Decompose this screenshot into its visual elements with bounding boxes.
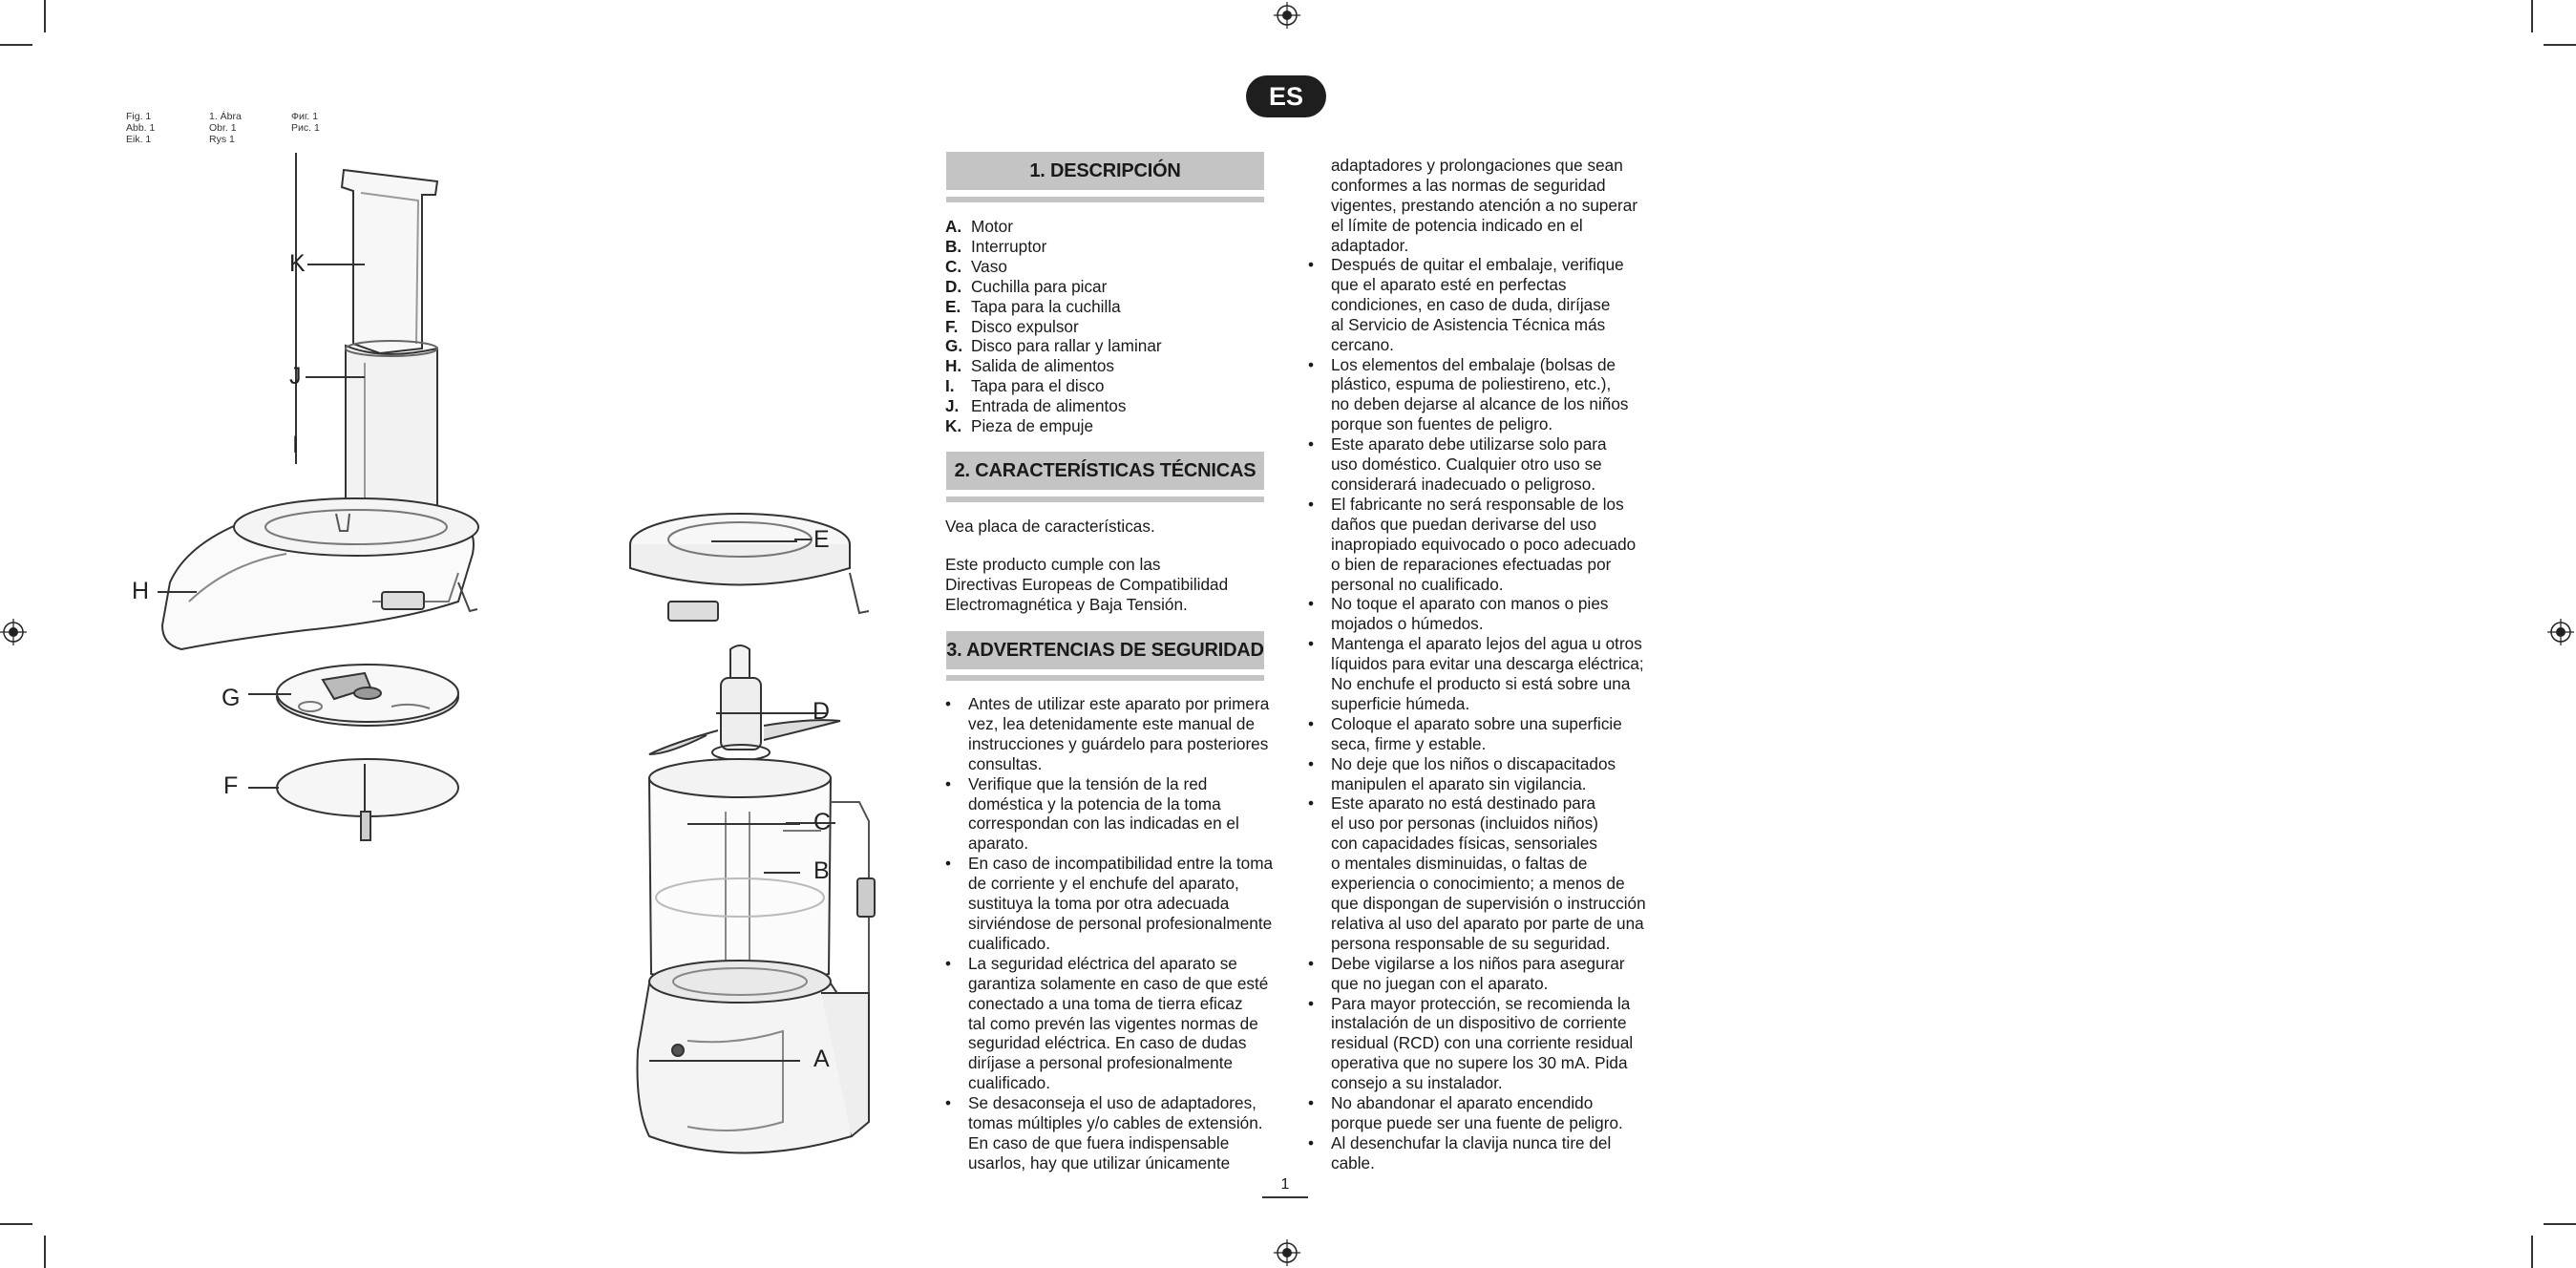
description-item <box>945 237 1162 257</box>
section-rule <box>946 197 1264 202</box>
bullet-line: conectado a una toma de tierra eficaz <box>968 993 1243 1013</box>
part-label-i: I <box>292 432 299 458</box>
bullet-line: que dispongan de supervisión o instrucción <box>1331 894 1646 913</box>
bullet-line: al Servicio de Asistencia Técnica más <box>1331 314 1606 334</box>
description-item-key: G. <box>945 336 963 356</box>
leader-line <box>716 712 800 714</box>
crop-mark <box>44 1236 46 1268</box>
safety-bullet <box>1308 634 1646 714</box>
description-item-label: Interruptor <box>971 236 1047 256</box>
bullet-line: Mantenga el aparato lejos del agua u otros <box>1331 634 1642 654</box>
bullet-dot: • <box>945 953 952 973</box>
description-list <box>945 217 1162 436</box>
bullet-line: Se desaconseja el uso de adaptadores, <box>968 1093 1256 1113</box>
description-item <box>945 277 1162 297</box>
bullet-line: No deje que los niños o discapacitados <box>1331 753 1616 773</box>
bullet-line: seguridad eléctrica. En caso de dudas <box>968 1033 1247 1053</box>
safety-bullet <box>945 1093 1273 1173</box>
leader-line <box>764 872 800 874</box>
fig-label: Abb. 1 <box>126 122 156 134</box>
fig-label-col3 <box>291 111 320 134</box>
crop-mark <box>2544 1223 2576 1225</box>
bullet-line: porque son fuentes de peligro. <box>1331 414 1553 434</box>
safety-bullet <box>1308 355 1646 435</box>
description-item <box>945 257 1162 277</box>
fig-label: Фиг. 1 <box>291 111 319 122</box>
technical-para-1: Vea placa de características. <box>945 517 1155 536</box>
bullet-dot: • <box>1308 953 1315 973</box>
bullet-line: vigentes, prestando atención a no superar <box>1331 195 1638 215</box>
part-label-j: J <box>289 363 302 390</box>
safety-bullets-col2 <box>1308 255 1646 1173</box>
fig-label: Rys 1 <box>209 134 235 145</box>
bullet-line: personal no cualificado. <box>1331 574 1504 594</box>
description-item <box>945 317 1162 337</box>
bullet-line: doméstica y la potencia de la toma <box>968 793 1221 814</box>
leader-line <box>711 540 797 542</box>
description-item-label: Disco expulsor <box>971 316 1079 336</box>
bullet-line: garantiza solamente en caso de que esté <box>968 973 1269 993</box>
safety-bullet <box>1308 714 1646 754</box>
description-item <box>945 396 1162 416</box>
registration-mark-top-icon <box>1274 2 1300 29</box>
bullet-line: Este aparato no está destinado para <box>1331 793 1596 814</box>
fig-label: Fig. 1 <box>126 111 152 122</box>
fig-label: Eik. 1 <box>126 134 152 145</box>
bullet-line: No toque el aparato con manos o pies <box>1331 594 1609 614</box>
part-label-k: K <box>289 250 306 277</box>
bullet-line: o bien de reparaciones efectuadas por <box>1331 554 1612 574</box>
registration-mark-bottom-icon <box>1274 1239 1300 1266</box>
bullet-line: que el aparato esté en perfectas <box>1331 274 1567 294</box>
bullet-line: Antes de utilizar este aparato por primera <box>968 694 1270 713</box>
bullet-dot: • <box>1308 434 1315 454</box>
crop-mark <box>2531 1236 2533 1268</box>
fig-label-col1 <box>126 111 155 145</box>
bullet-line: cualificado. <box>968 933 1050 953</box>
safety-bullet <box>1308 793 1646 953</box>
safety-bullet <box>1308 954 1646 994</box>
crop-mark <box>0 1223 32 1225</box>
safety-bullets-col1 <box>945 694 1273 1173</box>
description-item-label: Tapa para el disco <box>971 376 1105 396</box>
part-label-b: B <box>813 857 830 884</box>
bullet-dot: • <box>1308 793 1315 814</box>
bullet-line: No abandonar el aparato encendido <box>1331 1093 1594 1113</box>
bullet-dot: • <box>1308 494 1315 514</box>
bullet-line: o mentales disminuidas, o faltas de <box>1331 854 1588 874</box>
bullet-line: instalación de un dispositivo de corriente <box>1331 1013 1627 1033</box>
description-item-key: K. <box>945 416 962 436</box>
description-item-label: Pieza de empuje <box>971 416 1094 436</box>
bullet-line: experiencia o conocimiento; a menos de <box>1331 874 1625 894</box>
description-item-key: F. <box>945 316 959 336</box>
safety-bullet <box>945 694 1273 774</box>
page-number: 1 <box>1280 1176 1290 1193</box>
bullet-line: usarlos, hay que utilizar únicamente <box>968 1152 1231 1173</box>
safety-bullet <box>1308 594 1646 634</box>
description-item-key: C. <box>945 256 962 276</box>
bullet-dot: • <box>1308 713 1315 733</box>
safety-bullet <box>945 854 1273 954</box>
bullet-line: Los elementos del embalaje (bolsas de <box>1331 354 1616 374</box>
description-item <box>945 376 1162 396</box>
section-title-descripcion: 1. DESCRIPCIÓN <box>946 152 1264 190</box>
safety-bullet <box>1308 1093 1646 1133</box>
bullet-line: con capacidades físicas, sensoriales <box>1331 834 1597 854</box>
description-item-key: E. <box>945 296 961 316</box>
technical-para-2 <box>945 555 1260 615</box>
description-item-label: Tapa para la cuchilla <box>971 296 1121 316</box>
bullet-line: cable. <box>1331 1152 1375 1173</box>
bullet-line: porque puede ser una fuente de peligro. <box>1331 1112 1623 1132</box>
text-line: Electromagnética y Baja Tensión. <box>945 594 1188 614</box>
page-number-rule <box>1262 1196 1308 1198</box>
bullet-line: uso doméstico. Cualquier otro uso se <box>1331 454 1602 475</box>
bullet-line: Al desenchufar la clavija nunca tire del <box>1331 1132 1612 1152</box>
bullet-line: líquidos para evitar una descarga eléctrica; <box>1331 654 1644 674</box>
description-item-label: Vaso <box>971 256 1007 276</box>
bullet-dot: • <box>1308 354 1315 374</box>
registration-mark-left-icon <box>0 619 27 645</box>
description-item-key: A. <box>945 217 962 236</box>
bullet-line: Este aparato debe utilizarse solo para <box>1331 434 1607 454</box>
safety-bullet <box>1308 255 1646 355</box>
bullet-line: plástico, espuma de poliestireno, etc.), <box>1331 374 1612 394</box>
bullet-line: residual (RCD) con una corriente residual <box>1331 1033 1634 1053</box>
leader-line <box>649 1060 800 1062</box>
bullet-dot: • <box>1308 1132 1315 1152</box>
section-title-advertencias: 3. ADVERTENCIAS DE SEGURIDAD <box>946 631 1264 669</box>
bullet-line: consejo a su instalador. <box>1331 1073 1503 1093</box>
bullet-line: adaptadores y prolongaciones que sean <box>1331 156 1623 175</box>
bullet-line: operativa que no supere los 30 mA. Pida <box>1331 1053 1628 1073</box>
description-item-key: I. <box>945 376 955 396</box>
part-label-a: A <box>813 1046 830 1072</box>
bullet-line: correspondan con las indicadas en el <box>968 814 1239 834</box>
fig-label: 1. Ábra <box>209 111 242 122</box>
description-item <box>945 416 1162 436</box>
bullet-line: considerará inadecuado o peligroso. <box>1331 474 1596 494</box>
text-line: Este producto cumple con las <box>945 555 1161 574</box>
bullet-line: seca, firme y estable. <box>1331 733 1487 753</box>
section-rule <box>946 497 1264 502</box>
leader-line <box>687 823 800 825</box>
bullet-line: cualificado. <box>968 1073 1050 1093</box>
bullet-line: tal como prevén las vigentes normas de <box>968 1013 1258 1033</box>
bullet-line: manipulen el aparato sin vigilancia. <box>1331 773 1587 793</box>
bullet-line: relativa al uso del aparato por parte de una <box>1331 913 1644 933</box>
bullet-line: adaptador. <box>1331 235 1409 255</box>
bullet-line: daños que puedan derivarse del uso <box>1331 514 1597 534</box>
bullet-dot: • <box>1308 1093 1315 1113</box>
description-item-label: Cuchilla para picar <box>971 276 1108 296</box>
bullet-dot: • <box>1308 993 1315 1013</box>
description-item-key: J. <box>945 396 960 416</box>
crop-mark <box>44 0 46 32</box>
bullet-line: persona responsable de su seguridad. <box>1331 933 1611 953</box>
fig-label-col2 <box>209 111 242 145</box>
bullet-line: Debe vigilarse a los niños para asegurar <box>1331 953 1625 973</box>
bullet-line: consultas. <box>968 753 1043 773</box>
bullet-line: tomas múltiples y/o cables de extensión. <box>968 1113 1263 1133</box>
bullet-line: mojados o húmedos. <box>1331 614 1484 634</box>
bullet-line: sustituya la toma por otra adecuada <box>968 894 1230 914</box>
fig-label: Obr. 1 <box>209 122 237 134</box>
bullet-line: de corriente y el enchufe del aparato, <box>968 874 1239 894</box>
bullet-dot: • <box>1308 753 1315 773</box>
bullet-line: En caso de incompatibilidad entre la toma <box>968 854 1274 874</box>
bullet-line: que no juegan con el aparato. <box>1331 973 1549 993</box>
section-title-caracteristicas: 2. CARACTERÍSTICAS TÉCNICAS <box>946 452 1264 490</box>
bullet-line: superficie húmeda. <box>1331 693 1470 713</box>
bullet-line: diríjase a personal profesionalmente <box>968 1053 1234 1073</box>
bullet-line: Coloque el aparato sobre una superficie <box>1331 713 1622 733</box>
part-label-f: F <box>223 772 239 799</box>
bullet-line: vez, lea detenidamente este manual de <box>968 713 1256 733</box>
bullet-line: aparato. <box>968 834 1029 854</box>
description-item-label: Salida de alimentos <box>971 356 1115 376</box>
bullet-line: No enchufe el producto si está sobre una <box>1331 674 1631 694</box>
fig-label: Рис. 1 <box>291 122 320 134</box>
section-rule <box>946 675 1264 681</box>
bullet-line: instrucciones y guárdelo para posteriores <box>968 733 1269 753</box>
bullet-line: sirviéndose de personal profesionalmente <box>968 913 1273 933</box>
part-label-h: H <box>132 578 150 604</box>
description-item <box>945 217 1162 237</box>
part-label-g: G <box>222 685 241 711</box>
bullet-dot: • <box>945 773 952 793</box>
description-item-label: Entrada de alimentos <box>971 396 1127 416</box>
bullet-line: no deben dejarse al alcance de los niños <box>1331 394 1629 414</box>
crop-mark <box>2544 44 2576 46</box>
safety-bullet <box>945 774 1273 855</box>
bullet-dot: • <box>1308 594 1315 614</box>
bullet-line: conformes a las normas de seguridad <box>1331 175 1606 195</box>
part-label-c: C <box>813 809 832 835</box>
safety-bullet <box>945 954 1273 1093</box>
food-processor-illustration <box>115 153 878 1184</box>
bullet-line: Después de quitar el embalaje, verifique <box>1331 255 1624 274</box>
crop-mark <box>0 44 32 46</box>
safety-bullet <box>1308 495 1646 595</box>
description-item-label: Motor <box>971 217 1013 236</box>
language-badge: ES <box>1246 75 1326 117</box>
bullet-line: En caso de que fuera indispensable <box>968 1132 1230 1152</box>
bullet-dot: • <box>1308 634 1315 654</box>
bullet-line: cercano. <box>1331 334 1394 354</box>
description-item <box>945 336 1162 356</box>
description-item-label: Disco para rallar y laminar <box>971 336 1162 356</box>
safety-bullet <box>1308 1133 1646 1173</box>
bullet-dot: • <box>945 694 952 713</box>
bullet-line: el límite de potencia indicado en el <box>1331 215 1583 235</box>
bullet-line: inapropiado equivocado o poco adecuado <box>1331 534 1636 554</box>
description-item-key: H. <box>945 356 962 376</box>
bullet-line: condiciones, en caso de duda, diríjase <box>1331 294 1611 314</box>
bullet-line: el uso por personas (incluidos niños) <box>1331 814 1598 834</box>
bullet-dot: • <box>1308 255 1315 274</box>
bullet-line: Para mayor protección, se recomienda la <box>1331 993 1631 1013</box>
description-item-key: D. <box>945 276 962 296</box>
bullet-dot: • <box>945 1093 952 1113</box>
bullet-line: La seguridad eléctrica del aparato se <box>968 953 1237 973</box>
description-item <box>945 356 1162 376</box>
part-label-d: D <box>813 698 831 725</box>
part-label-e: E <box>813 526 830 553</box>
safety-bullet <box>1308 754 1646 794</box>
bullet-line: El fabricante no será responsable de los <box>1331 494 1624 514</box>
bullet-line: Verifique que la tensión de la red <box>968 773 1208 793</box>
description-item-key: B. <box>945 236 962 256</box>
description-item <box>945 297 1162 317</box>
text-line: Directivas Europeas de Compatibilidad <box>945 574 1229 594</box>
registration-mark-right-icon <box>2547 619 2574 645</box>
bullet-dot: • <box>945 854 952 874</box>
crop-mark <box>2531 0 2533 32</box>
safety-bullet <box>1308 434 1646 495</box>
safety-bullet <box>1308 994 1646 1094</box>
safety-continuation <box>1331 156 1637 256</box>
